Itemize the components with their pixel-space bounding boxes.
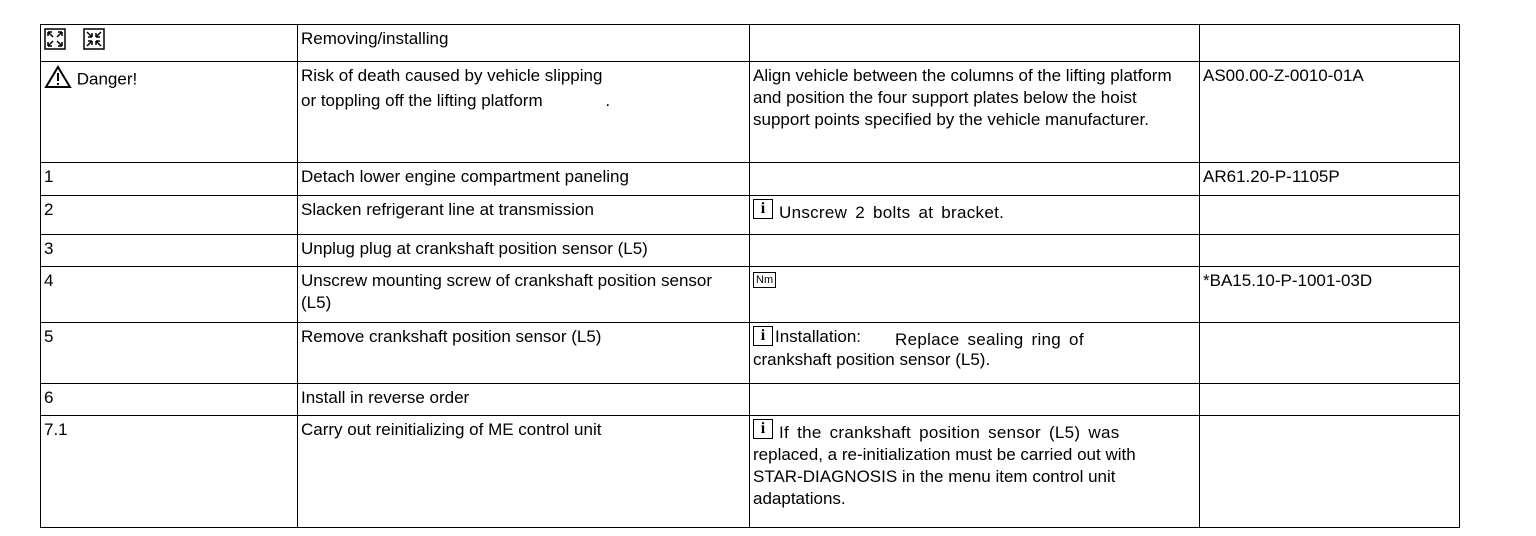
step-ref: AR61.20-P-1105P — [1200, 163, 1460, 196]
warning-triangle-icon — [44, 65, 72, 95]
danger-risk-line2: or toppling off the lifting platform — [301, 91, 543, 110]
step-note — [750, 235, 1200, 267]
header-title: Removing/installing — [298, 25, 750, 62]
collapse-arrows-icon — [83, 28, 105, 56]
step-note — [750, 384, 1200, 416]
step-note-text: Unscrew 2 bolts at bracket. — [779, 203, 1005, 222]
step-row — [41, 196, 1460, 235]
torque-nm-badge: Nm — [753, 272, 776, 288]
step-text: Unplug plug at crankshaft position sensor (L5) — [298, 235, 750, 267]
step-text: Carry out reinitializing of ME control unit — [298, 416, 750, 528]
step-number: 1 — [41, 163, 298, 196]
step-note — [750, 267, 1200, 323]
danger-ref: AS00.00-Z-0010-01A — [1200, 62, 1460, 163]
step-row — [41, 323, 1460, 384]
info-icon: i — [753, 419, 773, 439]
danger-risk-line2-wrap — [301, 90, 746, 112]
procedure-table — [40, 24, 1460, 528]
step-number: 3 — [41, 235, 298, 267]
danger-cell — [41, 62, 298, 163]
step-text: Unscrew mounting screw of crankshaft position sensor (L5) — [298, 267, 750, 323]
step-ref — [1200, 384, 1460, 416]
header-row — [41, 25, 1460, 62]
header-icons-cell — [41, 25, 298, 62]
danger-row — [41, 62, 1460, 163]
step-ref — [1200, 196, 1460, 235]
step-row — [41, 416, 1460, 528]
step-note-label: Installation: — [775, 327, 861, 346]
info-icon: i — [753, 199, 773, 219]
danger-label: Danger! — [76, 69, 138, 89]
step-row — [41, 384, 1460, 416]
step-note — [750, 323, 1200, 384]
expand-arrows-icon — [44, 28, 66, 56]
step-text: Remove crankshaft position sensor (L5) — [298, 323, 750, 384]
danger-risk — [298, 62, 750, 163]
step-text: Slacken refrigerant line at transmission — [298, 196, 750, 235]
step-number: 7.1 — [41, 416, 298, 528]
danger-measure: Align vehicle between the columns of the lifting platform and position the four support plates below the hoist support points specified by the vehicle manufacturer. — [750, 62, 1200, 163]
step-note-line2: crankshaft position sensor (L5). — [753, 350, 991, 369]
step-note — [750, 163, 1200, 196]
step-ref — [1200, 416, 1460, 528]
danger-risk-line1: Risk of death caused by vehicle slipping — [301, 66, 603, 85]
danger-risk-dot: . — [605, 91, 611, 110]
step-number: 6 — [41, 384, 298, 416]
step-text: Install in reverse order — [298, 384, 750, 416]
step-row — [41, 235, 1460, 267]
step-number: 5 — [41, 323, 298, 384]
step-note-text: Replace sealing ring of — [895, 330, 1084, 349]
step-ref: *BA15.10-P-1001-03D — [1200, 267, 1460, 323]
step-row — [41, 267, 1460, 323]
step-number: 2 — [41, 196, 298, 235]
step-row — [41, 163, 1460, 196]
info-icon: i — [753, 326, 773, 346]
step-ref — [1200, 235, 1460, 267]
step-note-text: If the crankshaft position sensor (L5) was — [779, 423, 1120, 442]
step-note-line2: replaced, a re-initialization must be carried out with STAR-DIAGNOSIS in the menu item control unit adaptations. — [753, 445, 1136, 508]
step-note — [750, 416, 1200, 528]
step-text: Detach lower engine compartment paneling — [298, 163, 750, 196]
step-number: 4 — [41, 267, 298, 323]
step-note — [750, 196, 1200, 235]
step-ref — [1200, 323, 1460, 384]
